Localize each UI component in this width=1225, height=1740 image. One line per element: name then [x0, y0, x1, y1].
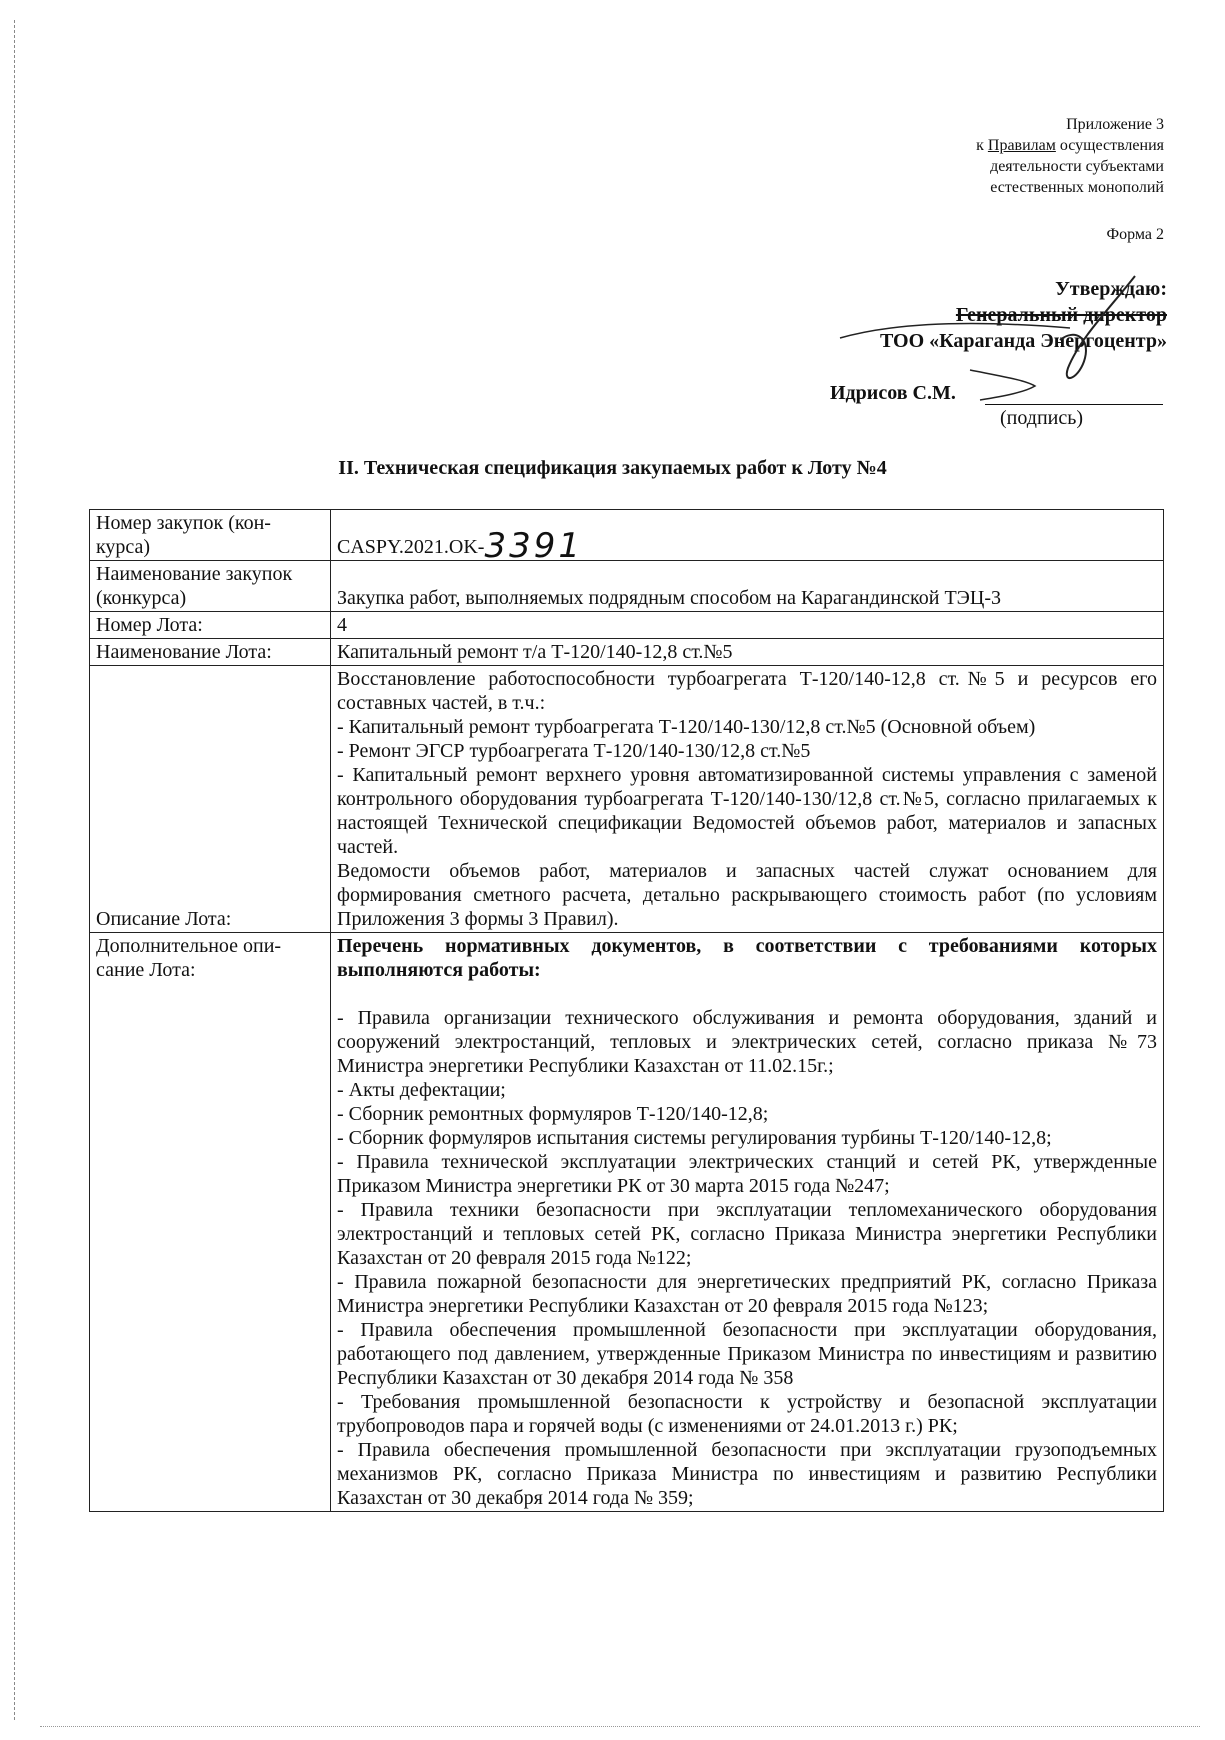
list-item: - Правила пожарной безопасности для энергетических предприятий РК, согласно Приказа Министра энергетики Республики Казахстан от 20 февраля 2015 года №123; — [337, 1271, 1157, 1317]
signer-line — [830, 382, 1160, 412]
procurement-name: Закупка работ, выполняемых подрядным способом на Карагандинской ТЭЦ-3 — [331, 561, 1164, 612]
spacer — [337, 982, 1157, 1006]
list-item: - Правила организации технического обслуживания и ремонта оборудования, зданий и сооружений электростанций, тепловых и электрических сетей, согласно приказа №73 Министра энергетики Республики Казахстан от 11.02.15г.; — [337, 1007, 1157, 1077]
company-name: ТОО «Караганда Энергоцентр» — [879, 330, 1167, 352]
list-item: - Правила обеспечения промышленной безопасности при эксплуатации оборудования, работающего под давлением, утвержденные Приказом Министра по инвестициям и развитию Республики Казахстан от 30 декабря 2014 года № 358 — [337, 1319, 1157, 1389]
row-label: Описание Лота: — [90, 666, 331, 933]
list-item: - Требования промышленной безопасности к устройству и безопасной эксплуатации трубопроводов пара и горячей воды (с изменениями от 24.01.2013 г.) РК; — [337, 1391, 1157, 1437]
approve-label: Утверждаю: — [1055, 278, 1167, 300]
row-label: Наименование закупок (конкурса) — [90, 561, 331, 612]
lot-name: Капитальный ремонт т/а Т-120/140-12,8 ст.№5 — [331, 639, 1164, 666]
table-row — [90, 639, 1164, 666]
appendix-line-1: Приложение 3 — [1066, 116, 1164, 133]
form-number: Форма 2 — [1106, 226, 1164, 243]
lot-number: 4 — [331, 612, 1164, 639]
signature-caption: (подпись) — [1000, 407, 1084, 429]
signature-underline — [985, 404, 1163, 405]
appendix-line-3: деятельности субъектами — [990, 158, 1164, 175]
list-item: - Правила техники безопасности при эксплуатации тепломеханического оборудования электростанций и тепловых сетей РК, согласно Приказа Министра энергетики Республики Казахстан от 20 февраля 2015 года №122; — [337, 1199, 1157, 1269]
document-heading: II. Техническая спецификация закупаемых работ к Лоту №4 — [338, 457, 887, 479]
list-item: - Сборник ремонтных формуляров Т-120/140-12,8; — [337, 1103, 769, 1125]
scan-bottom-line — [40, 1726, 1200, 1727]
procurement-number: CASPY.2021.OK-3391 — [331, 510, 1164, 561]
rules-link[interactable]: Правилам — [987, 137, 1056, 154]
description-paragraph: - Капитальный ремонт турбоагрегата Т-120/140-130/12,8 ст.№5 (Основной объем) — [337, 716, 1036, 738]
appendix-line-2: к Правилам осуществления — [976, 137, 1164, 154]
lot-additional-description — [331, 933, 1164, 1512]
handwritten-number: 3391 — [484, 526, 583, 566]
table-row — [90, 510, 1164, 561]
description-paragraph: Восстановление работоспособности турбоагрегата Т-120/140-12,8 ст.№5 и ресурсов его составных частей, в т.ч.: — [337, 668, 1157, 714]
list-item: - Правила технической эксплуатации электрических станций и сетей РК, утвержденные Приказом Министра энергетики РК от 30 марта 2015 года №247; — [337, 1151, 1157, 1197]
list-item: - Акты дефектации; — [337, 1079, 506, 1101]
row-label: Наименование Лота: — [90, 639, 331, 666]
scan-edge-line — [14, 20, 15, 1720]
description-paragraph: - Капитальный ремонт верхнего уровня автоматизированной системы управления с заменой контрольного оборудования турбоагрегата Т-120/140-130/12,8 ст.№5, согласно прилагаемых к настоящей Технической спецификации Ведомостей объемов работ, материалов и запасных частей. — [337, 764, 1157, 858]
description-paragraph: - Ремонт ЭГСР турбоагрегата Т-120/140-130/12,8 ст.№5 — [337, 740, 811, 762]
signer-name: Идрисов С.М. — [830, 382, 956, 404]
table-row — [90, 561, 1164, 612]
appendix-line-4: естественных монополий — [990, 179, 1164, 196]
list-item: - Правила обеспечения промышленной безопасности при эксплуатации грузоподъемных механизмов РК, согласно Приказа Министра по инвестициям и развитию Республики Казахстан от 30 декабря 2014 года № 359; — [337, 1439, 1157, 1509]
description-paragraph: Ведомости объемов работ, материалов и запасных частей служат основанием для формирования сметного расчета, детально раскрывающего стоимость работ (по условиям Приложения 3 формы 3 Правил). — [337, 860, 1157, 930]
specification-table — [89, 509, 1164, 1512]
appendix-note — [824, 114, 1164, 198]
table-row — [90, 612, 1164, 639]
lot-description — [331, 666, 1164, 933]
director-position: Генеральный директор — [955, 304, 1167, 326]
list-item: - Сборник формуляров испытания системы регулирования турбины Т-120/140-12,8; — [337, 1127, 1052, 1149]
row-label: Дополнительное опи-сание Лота: — [90, 933, 331, 1512]
row-label: Номер закупок (кон-курса) — [90, 510, 331, 561]
table-row — [90, 933, 1164, 1512]
row-label: Номер Лота: — [90, 612, 331, 639]
normative-docs-title: Перечень нормативных документов, в соответствии с требованиями которых выполняются работы: — [337, 935, 1157, 981]
table-row — [90, 666, 1164, 933]
